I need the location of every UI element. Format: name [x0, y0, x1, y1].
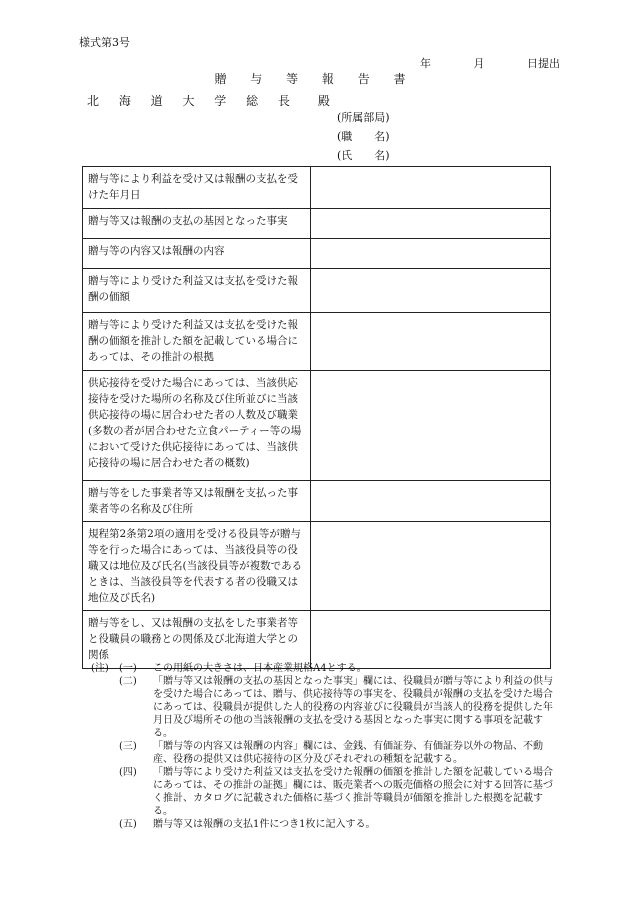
note-item — [119, 766, 561, 818]
sender-department-label: (所属部局) — [337, 111, 390, 124]
note-item — [119, 675, 561, 740]
form-number: 様式第3号 — [79, 36, 130, 49]
row-value-field[interactable] — [310, 167, 550, 209]
row-value-field[interactable] — [310, 371, 550, 481]
row-label: 規程第2条第2項の適用を受ける役員等が贈与等を行った場合にあっては、当該役員等の役職又は地位及び氏名(当該役員等が複数であるときは、当該役員等を代表する者の役職又は地位及び氏名) — [83, 522, 311, 611]
note-text: 「贈与等により受けた利益又は支払を受けた報酬の価額を推計した額を記載している場合にあっては、その推計の証拠」欄には、販売業者への販売価格の照会に対する回答に基づく推計、カタログに記載された価格に基づく推計等職員が価額を推計した根拠を記載する。 — [153, 767, 553, 817]
sender-block — [337, 108, 390, 165]
report-table — [82, 166, 551, 669]
note-text: この用紙の大きさは、日本産業規格A4とする。 — [153, 663, 367, 674]
row-label: 贈与等をし、又は報酬の支払をした事業者等と役職員の職務との関係及び北海道大学との関係 — [83, 611, 311, 669]
note-number: (二) — [119, 676, 137, 687]
row-label: 贈与等により受けた利益又は支払を受けた報酬の価額 — [83, 269, 311, 313]
table-row — [83, 313, 551, 371]
note-number: (三) — [119, 741, 137, 752]
row-label: 贈与等をした事業者等又は報酬を支払った事業者等の名称及び住所 — [83, 481, 311, 522]
row-value-field[interactable] — [310, 239, 550, 269]
row-value-field[interactable] — [310, 611, 550, 669]
note-number: (四) — [119, 767, 137, 778]
submission-date-line — [420, 55, 560, 71]
row-value-field[interactable] — [310, 209, 550, 239]
table-row — [83, 611, 551, 669]
row-value-field[interactable] — [310, 522, 550, 611]
table-row — [83, 239, 551, 269]
document-title: 贈 与 等 報 告 書 — [214, 72, 416, 86]
row-value-field[interactable] — [310, 313, 550, 371]
addressee: 北 海 道 大 学 総 長 殿 — [87, 94, 338, 108]
table-row — [83, 371, 551, 481]
note-text: 「贈与等の内容又は報酬の内容」欄には、金銭、有価証券、有価証券以外の物品、不動産、役務の提供又は供応接待の区分及びそれぞれの種類を記載する。 — [153, 741, 543, 765]
note-text: 贈与等又は報酬の支払1件につき1枚に記入する。 — [153, 819, 376, 830]
note-text: 「贈与等又は報酬の支払の基因となった事実」欄には、役職員が贈与等により利益の供与を受けた場合にあっては、贈与、供応接待等の事実を、役職員が報酬の支払を受けた場合にあっては、役職員が提供した人的役務の内容並びに役職員が当該人的役務を提供した年月日及び場所その他の当該報酬の支払を受ける基因となった事実に関する事項を記載する。 — [153, 676, 553, 739]
date-year-label: 年 — [420, 57, 431, 70]
row-label: 贈与等の内容又は報酬の内容 — [83, 239, 311, 269]
date-day-label: 日提出 — [527, 57, 560, 70]
table-row — [83, 269, 551, 313]
sender-position-label: (職 名) — [337, 130, 390, 143]
sender-name-label: (氏 名) — [337, 149, 390, 162]
row-label: 贈与等により受けた利益又は支払を受けた報酬の価額を推計した額を記載している場合にあっては、その推計の根拠 — [83, 313, 311, 371]
row-label: 贈与等により利益を受け又は報酬の支払を受けた年月日 — [83, 167, 311, 209]
table-row — [83, 522, 551, 611]
notes-heading: (注) — [91, 663, 109, 674]
note-number: (五) — [119, 819, 137, 830]
note-number: (一) — [119, 663, 137, 674]
table-row — [83, 209, 551, 239]
notes-section — [91, 662, 561, 831]
table-row — [83, 481, 551, 522]
date-month-label: 月 — [473, 57, 485, 70]
row-label: 贈与等又は報酬の支払の基因となった事実 — [83, 209, 311, 239]
row-value-field[interactable] — [310, 269, 550, 313]
table-row — [83, 167, 551, 209]
row-label: 供応接待を受けた場合にあっては、当該供応接待を受けた場所の名称及び住所並びに当該供応接待の場に居合わせた者の人数及び職業(多数の者が居合わせた立食パーティー等の場において受けた供応接待にあっては、当該供応接待の場に居合わせた者の概数) — [83, 371, 311, 481]
note-item — [119, 740, 561, 766]
note-item — [119, 662, 561, 675]
note-item — [119, 818, 561, 831]
row-value-field[interactable] — [310, 481, 550, 522]
